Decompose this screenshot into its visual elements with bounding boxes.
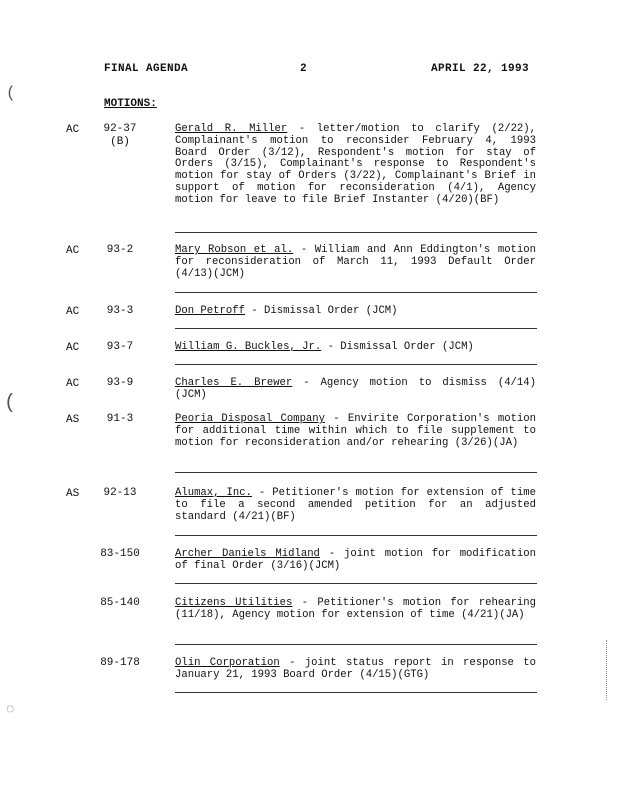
signature-line: [175, 232, 537, 233]
item-code: AS: [66, 488, 80, 500]
item-text: - Dismissal Order (JCM): [321, 341, 474, 353]
item-party: Gerald R. Miller: [175, 123, 288, 135]
item-text: - Agency motion to dismiss (4/14) (JCM): [175, 377, 536, 401]
item-docket: 91-3: [106, 413, 134, 425]
signature-line: [175, 535, 537, 536]
item-docket: 93-9: [106, 377, 134, 389]
item-docket: 92-37: [103, 123, 137, 135]
item-party: Olin Corporation: [175, 657, 280, 669]
item-party: Don Petroff: [175, 305, 245, 317]
item-code: AC: [66, 378, 80, 390]
item-party: Mary Robson et al.: [175, 244, 294, 256]
item-description: [175, 124, 536, 207]
item-text: - Dismissal Order (JCM): [244, 305, 398, 317]
item-docket-sub: (B): [110, 136, 130, 148]
item-description: [175, 378, 536, 402]
item-docket: 93-3: [106, 305, 134, 317]
signature-line: [175, 583, 537, 584]
margin-mark: (: [4, 392, 17, 415]
signature-line: [175, 692, 537, 693]
item-party: Peoria Disposal Company: [175, 413, 325, 425]
item-description: [175, 598, 536, 622]
item-description: [175, 549, 536, 573]
item-party: Archer Daniels Midland: [175, 548, 320, 560]
item-party: William G. Buckles, Jr.: [175, 341, 322, 353]
item-code: AC: [66, 306, 80, 318]
item-text: - Envirite Corporation's motion for additional time within which to file supplement to motion for reconsideration and/or rehearing (3/26)(JA): [175, 413, 536, 449]
item-description: [175, 658, 536, 682]
item-text: - joint status report in response to January 21, 1993 Board Order (4/15)(GTG): [175, 657, 536, 681]
item-text: - Petitioner's motion for extension of time to file a second amended petition for an adjusted standard (4/21)(BF): [175, 487, 536, 523]
item-code: AC: [66, 124, 80, 136]
item-description: [175, 342, 536, 354]
item-code: AC: [66, 245, 80, 257]
item-party: Charles E. Brewer: [175, 377, 293, 389]
margin-dots: [606, 640, 607, 700]
margin-mark: ◌: [6, 702, 15, 718]
item-text: - letter/motion to clarify (2/22), Complainant's motion to reconsider February 4, 1993 Board Order (3/12), Respondent's motion for stay of Orders (3/15), Complainant's response to Respondent's motion for stay of Orders (3/22), Complainant's Brief in support of motion for reconsideration (4/1), Agency motion for leave to file Brief Instanter (4/20)(BF): [175, 123, 537, 206]
signature-line: [175, 472, 537, 473]
signature-line: [175, 328, 537, 329]
item-code: AS: [66, 414, 80, 426]
item-docket: 89-178: [100, 657, 140, 669]
item-text: - William and Ann Eddington's motion for reconsideration of March 11, 1993 Default Order (4/13)(JCM): [175, 244, 536, 280]
agenda-date: APRIL 22, 1993: [431, 63, 530, 75]
item-description: [175, 414, 536, 449]
item-party: Alumax, Inc.: [175, 487, 252, 499]
agenda-title: FINAL AGENDA: [104, 63, 189, 75]
item-text: - joint motion for modification of final Order (3/16)(JCM): [175, 548, 536, 572]
item-docket: 83-150: [100, 548, 140, 560]
item-docket: 85-140: [100, 597, 140, 609]
signature-line: [175, 364, 537, 365]
item-party: Citizens Utilities: [175, 597, 293, 609]
item-docket: 92-13: [103, 487, 137, 499]
margin-mark: (: [6, 84, 16, 102]
item-docket: 93-2: [106, 244, 134, 256]
item-description: [175, 488, 536, 523]
signature-line: [175, 644, 537, 645]
item-docket: 93-7: [106, 341, 134, 353]
section-title: MOTIONS:: [104, 98, 157, 110]
item-code: AC: [66, 342, 80, 354]
item-description: [175, 245, 536, 280]
signature-line: [175, 292, 537, 293]
page-number: 2: [300, 63, 308, 75]
item-text: - Petitioner's motion for rehearing (11/18), Agency motion for extension of time (4/21)(JA): [175, 597, 536, 621]
item-description: [175, 306, 536, 318]
